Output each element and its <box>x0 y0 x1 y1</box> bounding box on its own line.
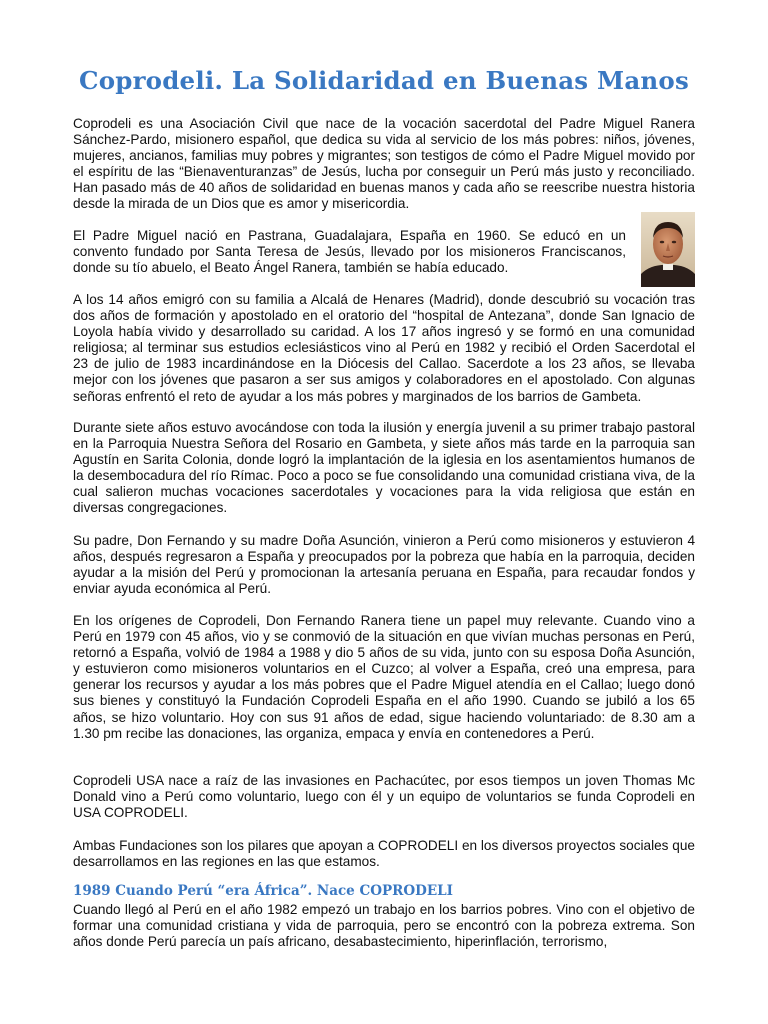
paragraph-foundations: Ambas Fundaciones son los pilares que apoyan a COPRODELI en los diversos proyectos sociales que desarrollamos en las regiones en las que estamos. <box>73 838 695 870</box>
paragraph-pastoral: Durante siete años estuvo avocándose con toda la ilusión y energía juvenil a su primer trabajo pastoral en la Parroquia Nuestra Señora del Rosario en Gambeta, y siete años más tarde en la parroquia san Agustín en Sarita Colonia, donde logró la implantación de la iglesia en los asentamientos humanos de la desembocadura del río Rímac. Poco a poco se fue consolidando una comunidad cristiana viva, de la cual salieron muchas vocaciones sacerdotales y vocaciones para la vida religiosa que están en diversas congregaciones. <box>73 420 695 516</box>
paragraph-usa: Coprodeli USA nace a raíz de las invasiones en Pachacútec, por esos tiempos un joven Thomas Mc Donald vino a Perú como voluntario, luego con él y un equipo de voluntarios se funda Coprodeli en USA COPRODELI. <box>73 773 695 821</box>
page-title: Coprodeli. La Solidaridad en Buenas Manos <box>79 66 689 95</box>
paragraph-birth: El Padre Miguel nació en Pastrana, Guadalajara, España en 1960. Se educó en un convento fundado por Santa Teresa de Jesús, llevado por los misioneros Franciscanos, donde su tío abuelo, el Beato Ángel Ranera, también se había educado. <box>73 228 626 276</box>
paragraph-parents: Su padre, Don Fernando y su madre Doña Asunción, vinieron a Perú como misioneros y estuvieron 4 años, después regresaron a España y preocupados por la pobreza que había en la parroquia, deciden ayudar a la misión del Perú y promocionan la artesanía peruana en España, para recaudar fondos y enviar ayuda económica al Perú. <box>73 533 695 597</box>
section-heading-1989: 1989 Cuando Perú “era África”. Nace COPRODELI <box>73 883 453 899</box>
paragraph-intro: Coprodeli es una Asociación Civil que nace de la vocación sacerdotal del Padre Miguel Ranera Sánchez-Pardo, misionero español, que dedica su vida al servicio de los más pobres: niños, jóvenes, mujeres, ancianos, familias muy pobres y migrantes; son testigos de cómo el Padre Miguel movido por el espíritu de las “Bienaventuranzas” de Jesús, lucha por conseguir un Perú más justo y reconciliado. Han pasado más de 40 años de solidaridad en buenas manos y cada año se reescribe nuestra historia desde la mirada de un Dios que es amor y misericordia. <box>73 116 695 212</box>
paragraph-vocation: A los 14 años emigró con su familia a Alcalá de Henares (Madrid), donde descubrió su vocación tras dos años de formación y apostolado en el oratorio del “hospital de Antezana”, donde San Ignacio de Loyola había vivido y desarrollado su caridad. A los 17 años ingresó y se formó en una comunidad religiosa; al terminar sus estudios eclesiásticos vino al Perú en 1982 y recibió el Orden Sacerdotal el 23 de julio de 1983 incardinándose en la Diócesis del Callao. Sacerdote a los 23 años, se llevaba mejor con los jóvenes que pasaron a ser sus amigos y colaboradores en el apostolado. Con algunas señoras enfrentó el reto de ayudar a los más pobres y marginados de los barrios de Gambeta. <box>73 292 695 404</box>
paragraph-1982: Cuando llegó al Perú en el año 1982 empezó un trabajo en los barrios pobres. Vino con el objetivo de formar una comunidad cristiana y vida de parroquia, pero se encontró con la pobreza extrema. Son años donde Perú parecía un país africano, desabastecimiento, hiperinflación, terrorismo, <box>73 902 695 950</box>
priest-portrait-photo <box>641 212 695 287</box>
paragraph-origins: En los orígenes de Coprodeli, Don Fernando Ranera tiene un papel muy relevante. Cuando vino a Perú en 1979 con 45 años, vio y se conmovió de la situación en que vivían muchas personas en Perú, retornó a España, volvió de 1984 a 1988 y dio 5 años de su vida, junto con su esposa Doña Asunción, y estuvieron como misioneros voluntarios en el Cuzco; al volver a España, creó una empresa, para generar los recursos y ayudar a los más pobres que el Padre Miguel atendía en el Callao; luego donó sus bienes y constituyó la Fundación Coprodeli España en el año 1990. Cuando se jubiló a los 65 años, se hizo voluntario. Hoy con sus 91 años de edad, sigue haciendo voluntariado: de 8.30 am a 1.30 pm recibe las donaciones, las organiza, empaca y envía en contenedores a Perú. <box>73 613 695 741</box>
